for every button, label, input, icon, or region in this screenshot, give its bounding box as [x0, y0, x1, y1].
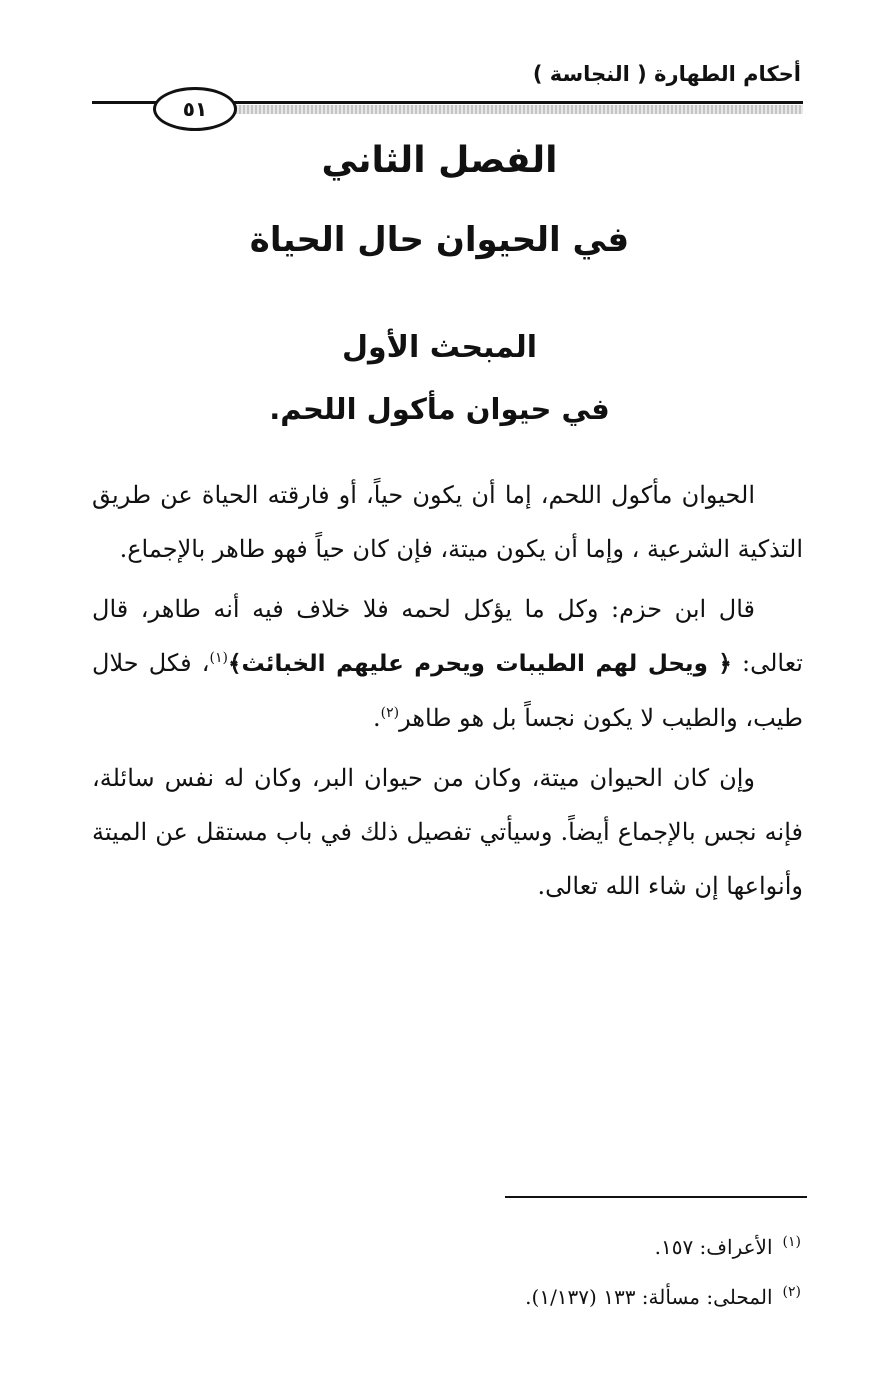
quran-verse: ﴿ ويحل لهم الطيبات ويحرم عليهم الخبائث﴾	[227, 651, 732, 677]
paragraph-2-continuation: ، فكل حلال طيب، والطيب لا يكون نجساً بل هو طاهر	[92, 649, 803, 732]
page-number	[153, 87, 237, 131]
chapter-subtitle: في الحيوان حال الحياة	[249, 220, 630, 260]
footnote-1-text: الأعراف: ١٥٧.	[654, 1235, 773, 1259]
paragraph-2	[92, 582, 803, 745]
section-heading: المبحث الأول	[341, 330, 538, 365]
section-subtitle: في حيوان مأكول اللحم.	[269, 392, 610, 426]
footnote-2	[92, 1272, 801, 1322]
header-rule-shading	[235, 105, 803, 114]
footnote-ref-1: (١)	[209, 650, 228, 666]
paragraph-1: الحيوان مأكول اللحم، إما أن يكون حياً، أو فارقته الحياة عن طريق التذكية الشرعية ، وإما أن يكون ميتة، فإن كان حياً فهو طاهر بالإجماع.	[92, 481, 803, 563]
footnote-1	[92, 1222, 801, 1272]
body-text	[92, 468, 803, 919]
running-title: أحكام الطهارة ( النجاسة )	[532, 62, 801, 86]
footnotes	[92, 1222, 801, 1322]
paragraph-2-intro: قال ابن حزم: وكل ما يؤكل لحمه فلا خلاف فيه أنه طاهر، قال تعالى:	[92, 595, 803, 677]
chapter-heading: الفصل الثاني	[321, 140, 558, 181]
paragraph-3: وإن كان الحيوان ميتة، وكان من حيوان البر، وكان له نفس سائلة، فإنه نجس بالإجماع أيضاً. وسيأتي تفصيل ذلك في باب مستقل عن الميتة وأنواعها إن شاء الله تعالى.	[92, 764, 803, 900]
footnote-2-text: المحلى: مسألة: ١٣٣ (١/١٣٧).	[525, 1285, 773, 1309]
footnote-2-number: (٢)	[782, 1284, 801, 1301]
footnote-separator	[505, 1196, 807, 1198]
paragraph-2-end: .	[373, 704, 381, 732]
footnote-1-number: (١)	[782, 1234, 801, 1251]
footnote-ref-2: (٢)	[380, 705, 400, 721]
page-number-text: ٥١	[182, 97, 208, 121]
